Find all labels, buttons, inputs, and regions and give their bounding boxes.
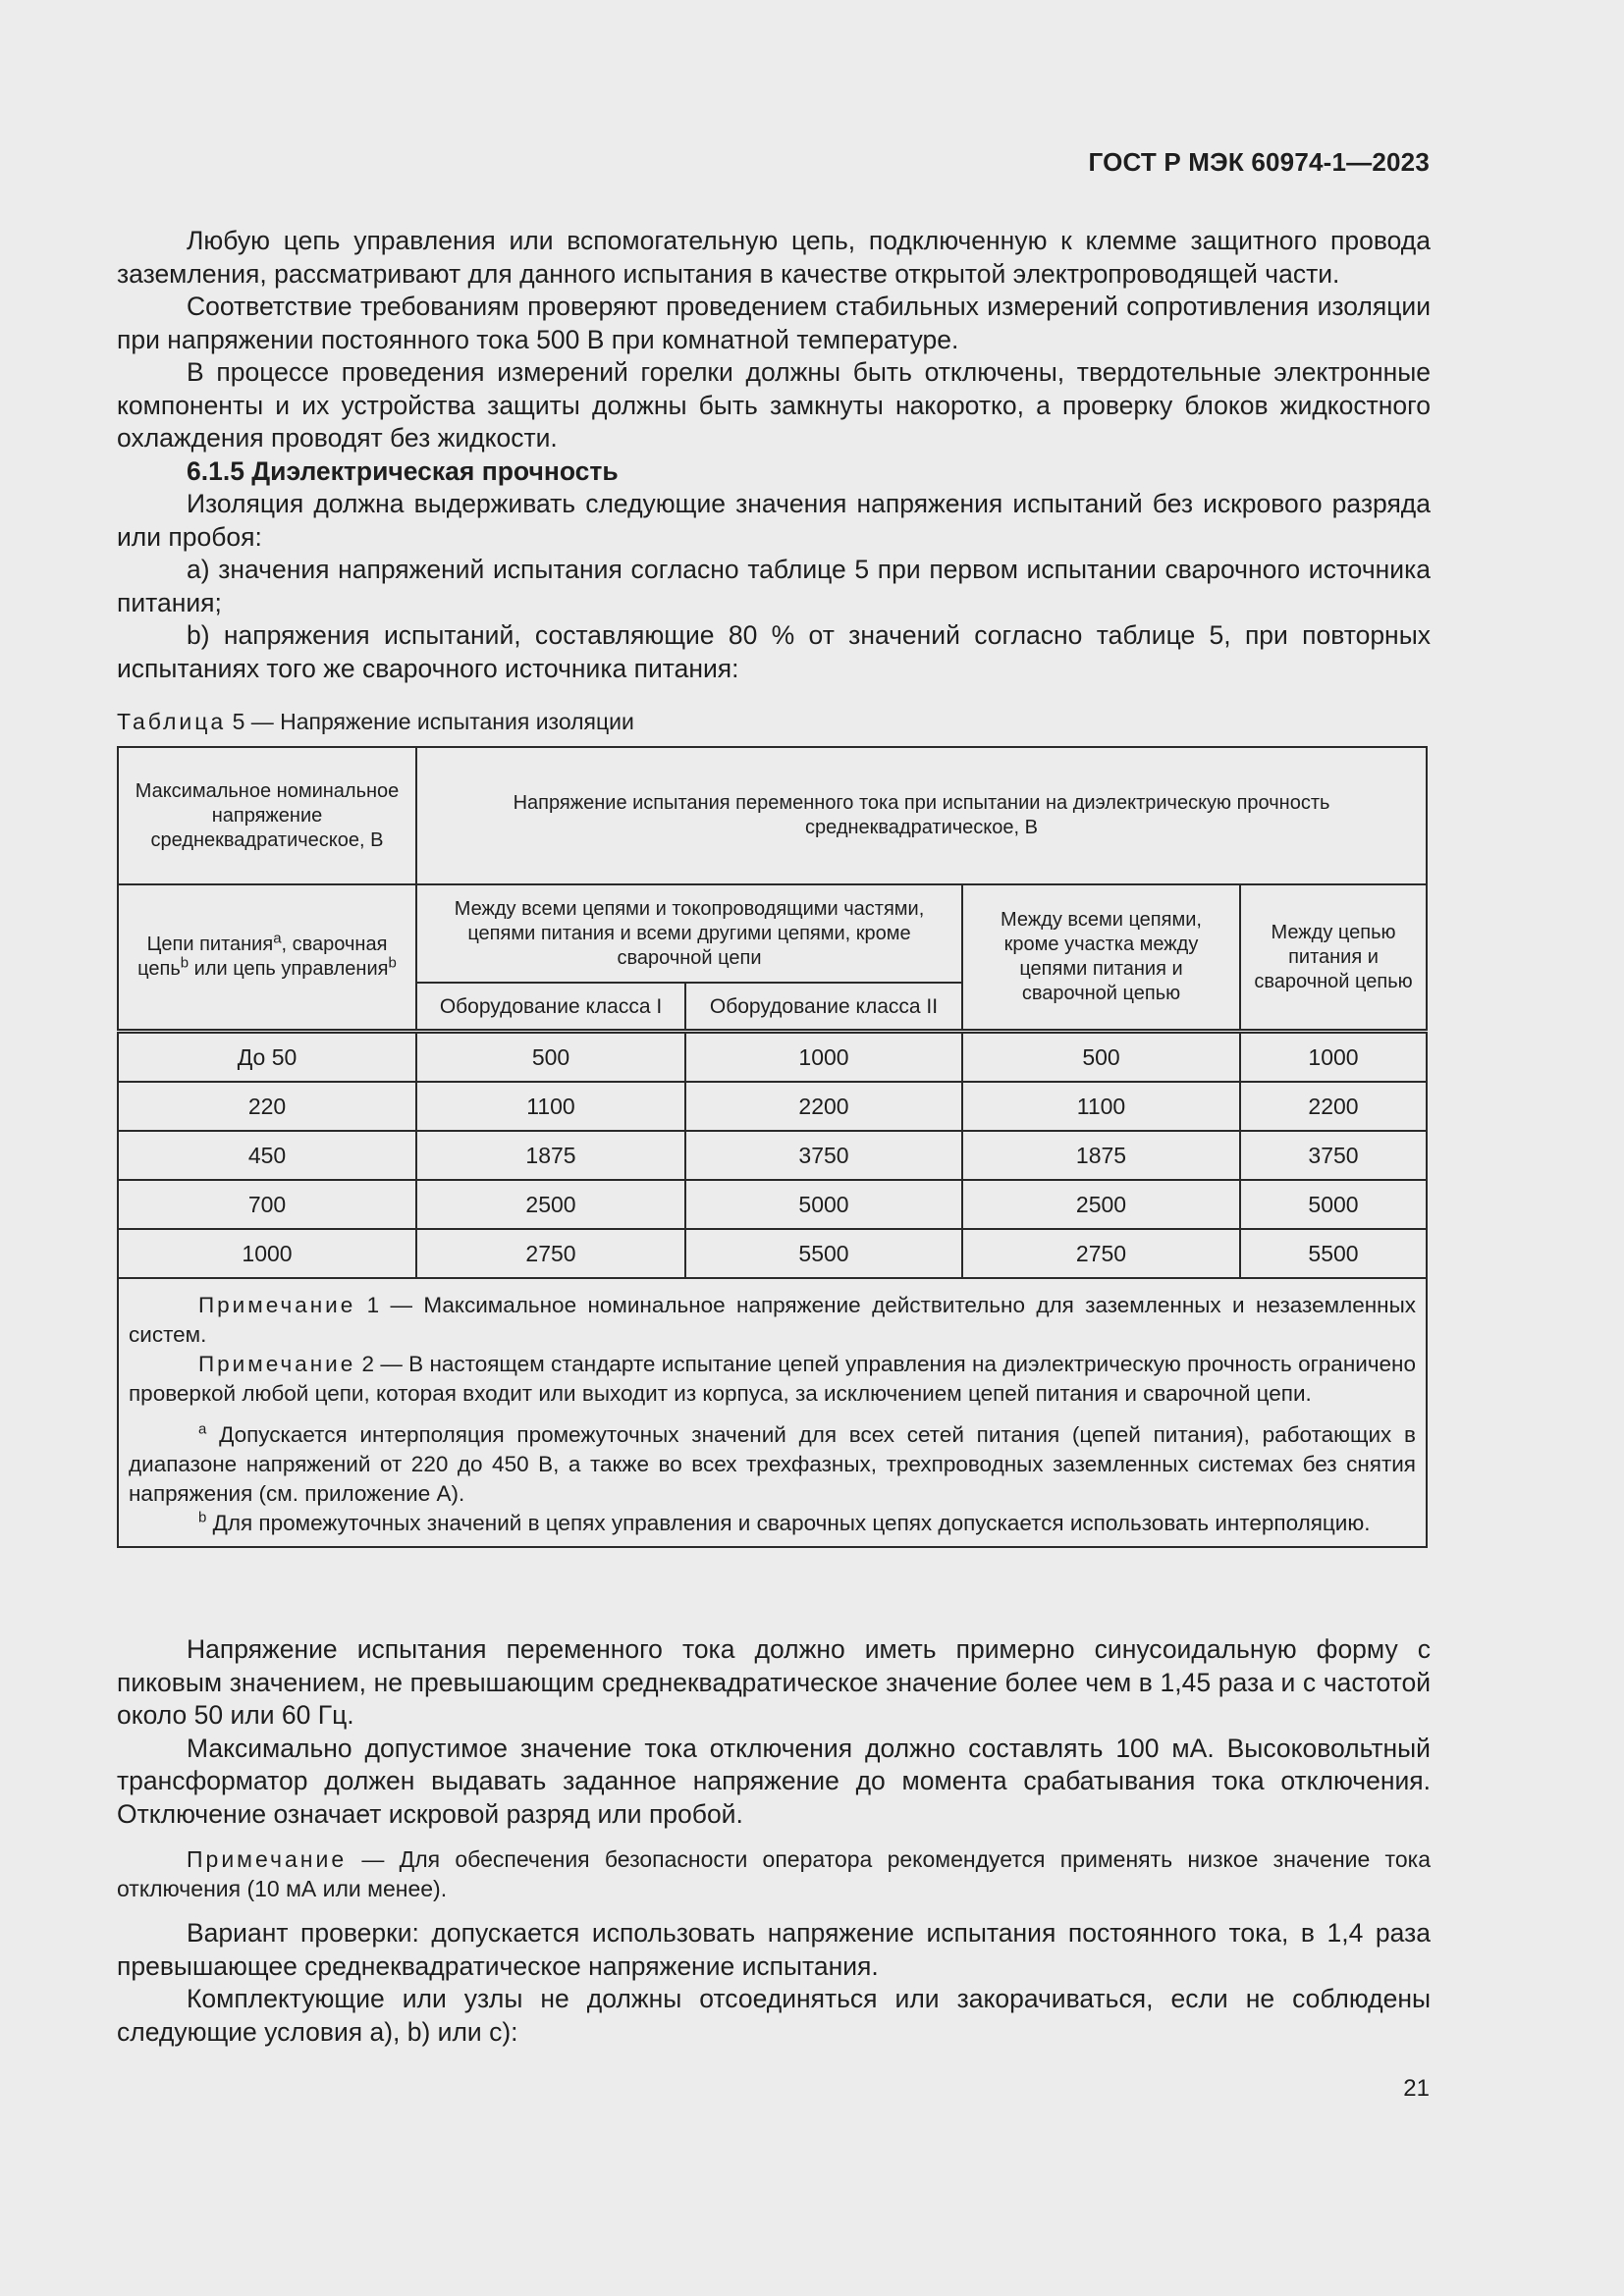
document-header: ГОСТ Р МЭК 60974-1—2023 (1088, 147, 1430, 177)
after-paragraph-3: Вариант проверки: допускается использовать напряжение испытания постоянного тока, в 1,4 раза превышающее среднеквадратическое напряжение испытания. (117, 1918, 1431, 1981)
header-class-1: Оборудование класса I (416, 983, 685, 1032)
body-text-top (117, 225, 1431, 1548)
table-header-row (118, 747, 1427, 884)
table-cell: 2750 (962, 1229, 1240, 1278)
list-item-b: b) напряжения испытаний, составляющие 80 % от значений согласно таблице 5, при повторных испытаниях того же сварочного источника питания: (117, 620, 1431, 683)
header-circuits: Цепи питания$^a$, сварочная цепь$^b$ или цепь управления$^b$ (118, 884, 416, 1032)
table-notes (118, 1278, 1427, 1547)
table-note-1: Примечание 1 — Максимальное номинальное напряжение действительно для заземленных и незаземленных систем. (129, 1293, 1416, 1347)
table-cell: 5500 (1240, 1229, 1427, 1278)
table-cell: 2500 (962, 1180, 1240, 1229)
table-cell: 5000 (1240, 1180, 1427, 1229)
table-cell: 2200 (1240, 1082, 1427, 1131)
table-row (118, 1082, 1427, 1131)
after-paragraph-4: Комплектующие или узлы не должны отсоединяться или закорачиваться, если не соблюдены следующие условия а), b) или с): (117, 1984, 1431, 2047)
after-note: Примечание — Для обеспечения безопасности оператора рекомендуется применять низкое значение тока отключения (10 мА или менее). (117, 1846, 1431, 1901)
table-cell: 450 (118, 1131, 416, 1180)
table-cell: 5500 (685, 1229, 962, 1278)
table-cell: 5000 (685, 1180, 962, 1229)
footnote-a: $^a$ Допускается интерполяция промежуточных значений для всех сетей питания (цепей питания), работающих в диапазоне напряжений от 220 до 450 В, а также во всех трехфазных, трехпроводных заземленных системах без снятия напряжения (см. приложение А). (129, 1420, 1416, 1506)
table-cell: 500 (962, 1032, 1240, 1083)
page-number: 21 (1403, 2075, 1430, 2102)
table-cell: 1000 (1240, 1032, 1427, 1083)
table-caption: Таблица 5 — Напряжение испытания изоляции (117, 709, 634, 734)
table-row (118, 1180, 1427, 1229)
table-cell: 3750 (685, 1131, 962, 1180)
table-cell: 1100 (416, 1082, 685, 1131)
table-cell: 2750 (416, 1229, 685, 1278)
table-cell: До 50 (118, 1032, 416, 1083)
header-between-all-circuits: Между всеми цепями и токопроводящими частями, цепями питания и всеми другими цепями, кроме сварочной цепи (416, 884, 962, 983)
intro-paragraph-1: Любую цепь управления или вспомогательную цепь, подключенную к клемме защитного провода заземления, рассматривают для данного испытания в качестве открытой электропроводящей части. (117, 226, 1431, 289)
table-cell: 2500 (416, 1180, 685, 1229)
voltage-test-table (117, 746, 1428, 1548)
after-paragraph-2: Максимально допустимое значение тока отключения должно составлять 100 мА. Высоковольтный трансформатор должен выдавать заданное напряжение до момента срабатывания тока отключения. Отключение означает искровой разряд или пробой. (117, 1733, 1431, 1829)
header-test-voltage: Напряжение испытания переменного тока при испытании на диэлектрическую прочность среднеквадратическое, В (416, 747, 1427, 884)
header-supply-welding: Между цепью питания и сварочной цепью (1240, 884, 1427, 1032)
table-cell: 1875 (962, 1131, 1240, 1180)
table-subheader-row (118, 884, 1427, 983)
section-heading: 6.1.5 Диэлектрическая прочность (187, 455, 619, 486)
table-cell: 220 (118, 1082, 416, 1131)
table-notes-row (118, 1278, 1427, 1547)
table-cell: 1000 (118, 1229, 416, 1278)
table-note-2: Примечание 2 — В настоящем стандарте испытание цепей управления на диэлектрическую прочность ограничено проверкой любой цепи, которая входит или выходит из корпуса, за исключением цепей питания и сварочной цепи. (129, 1352, 1416, 1406)
table-row (118, 1229, 1427, 1278)
header-class-2: Оборудование класса II (685, 983, 962, 1032)
header-except-supply-welding: Между всеми цепями, кроме участка между цепями питания и сварочной цепью (962, 884, 1240, 1032)
table-cell: 1875 (416, 1131, 685, 1180)
intro-paragraph-2: Соответствие требованиям проверяют проведением стабильных измерений сопротивления изоляции при напряжении постоянного тока 500 В при комнатной температуре. (117, 292, 1431, 354)
body-text-bottom (117, 1633, 1431, 2049)
table-cell: 1100 (962, 1082, 1240, 1131)
table-cell: 500 (416, 1032, 685, 1083)
list-item-a: а) значения напряжений испытания согласно таблице 5 при первом испытании сварочного источника питания; (117, 555, 1431, 617)
table-cell: 700 (118, 1180, 416, 1229)
table-cell: 3750 (1240, 1131, 1427, 1180)
intro-paragraph-3: В процессе проведения измерений горелки должны быть отключены, твердотельные электронные компоненты и их устройства защиты должны быть замкнуты накоротко, а проверку блоков жидкостного охлаждения проводят без жидкости. (117, 357, 1431, 453)
table-row (118, 1032, 1427, 1083)
header-max-voltage: Максимальное номинальное напряжение среднеквадратическое, В (118, 747, 416, 884)
table-cell: 2200 (685, 1082, 962, 1131)
after-paragraph-1: Напряжение испытания переменного тока должно иметь примерно синусоидальную форму с пиковым значением, не превышающим среднеквадратическое значение более чем в 1,45 раза и с частотой около 50 или 60 Гц. (117, 1634, 1431, 1730)
section-paragraph: Изоляция должна выдерживать следующие значения напряжения испытаний без искрового разряда или пробоя: (117, 489, 1431, 552)
footnote-b: $^b$ Для промежуточных значений в цепях управления и сварочных цепях допускается использовать интерполяцию. (198, 1509, 1371, 1535)
table-cell: 1000 (685, 1032, 962, 1083)
table-row (118, 1131, 1427, 1180)
